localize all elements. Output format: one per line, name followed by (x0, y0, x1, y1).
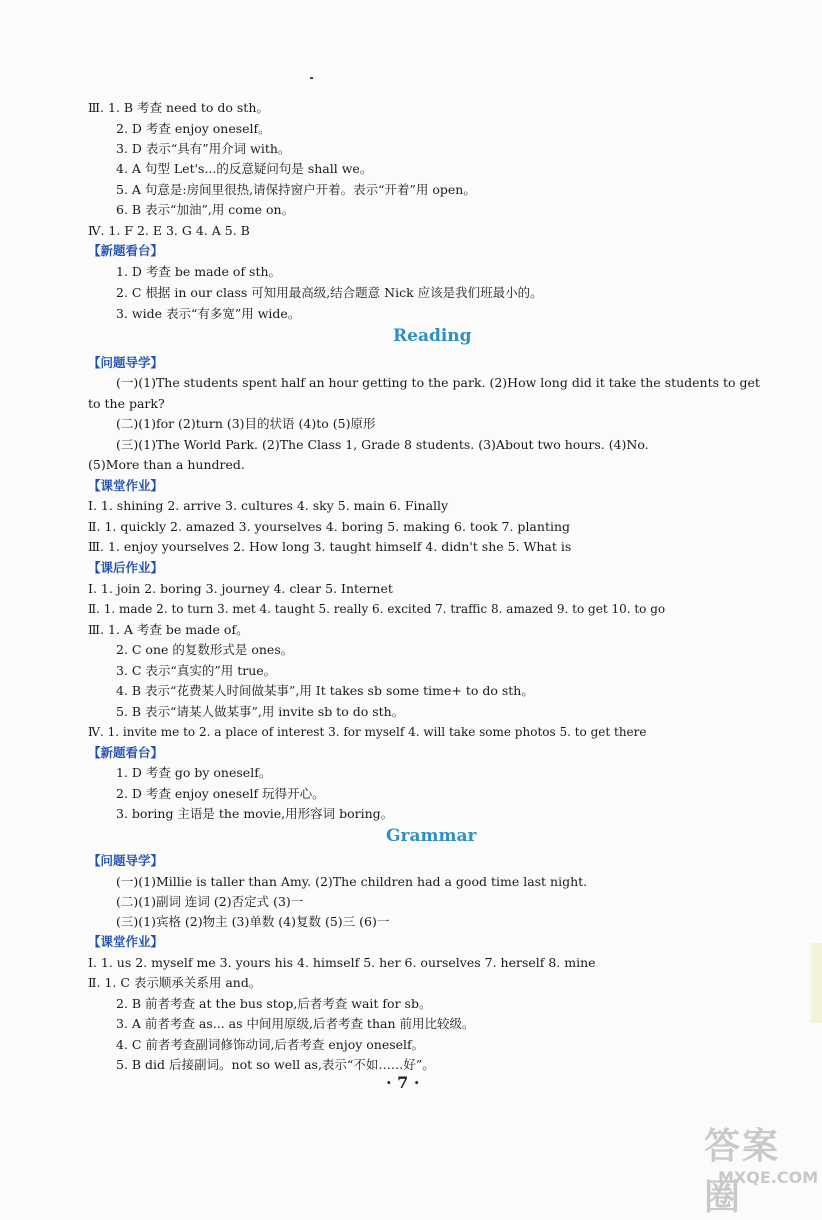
answer-line: 2. C one 的复数形式是 ones。 (116, 642, 294, 657)
page-number: · 7 · (386, 1073, 420, 1092)
answer-line: (5)More than a hundred. (88, 457, 245, 472)
answer-line: 4. A 句型 Let's...的反意疑问句是 shall we。 (116, 161, 373, 176)
watermark-logo (704, 1118, 819, 1218)
answer-line: 1. D 考查 go by oneself。 (116, 765, 272, 780)
answer-line: to the park? (88, 396, 165, 411)
answer-line: 2. B 前者考查 at the bus stop,后者考查 wait for sb。 (116, 996, 432, 1011)
answer-line: 1. D 考查 be made of sth。 (116, 264, 282, 279)
answer-line: (三)(1)宾格 (2)物主 (3)单数 (4)复数 (5)三 (6)一 (116, 914, 390, 929)
answer-line: 5. A 句意是:房间里很热,请保持窗户开着。表示“开着”用 open。 (116, 182, 476, 197)
answer-line: 4. B 表示“花费某人时间做某事”,用 It takes sb some time+ to do sth。 (116, 683, 534, 698)
answer-line: (一)(1)Millie is taller than Amy. (2)The children had a good time last night. (116, 874, 588, 889)
section-heading: 【新题看台】 (88, 745, 164, 760)
answer-line: Ⅳ. 1. invite me to 2. a place of interest 3. for myself 4. will take some photos 5. to get there (88, 725, 647, 739)
answer-line: Ⅰ. 1. join 2. boring 3. journey 4. clear 5. Internet (88, 581, 393, 596)
section-heading: 【新题看台】 (88, 243, 164, 258)
section-heading: 【课后作业】 (88, 560, 164, 575)
watermark-url: MXQE.COM (718, 1168, 819, 1187)
answer-line: Ⅰ. 1. shining 2. arrive 3. cultures 4. sky 5. main 6. Finally (88, 498, 449, 513)
section-heading: 【问题导学】 (88, 355, 164, 370)
answer-line: Ⅱ. 1. made 2. to turn 3. met 4. taught 5. really 6. excited 7. traffic 8. amazed 9. to get 10. to go (88, 602, 666, 616)
answer-line: (二)(1)for (2)turn (3)目的状语 (4)to (5)原形 (116, 416, 376, 431)
answer-line: 3. wide 表示“有多宽”用 wide。 (116, 306, 301, 321)
answer-line: 2. D 考查 enjoy oneself 玩得开心。 (116, 786, 325, 801)
ink-dot (310, 77, 313, 79)
answer-line: Ⅰ. 1. us 2. myself me 3. yours his 4. himself 5. her 6. ourselves 7. herself 8. mine (88, 955, 596, 970)
answer-line: 2. D 考查 enjoy oneself。 (116, 121, 271, 136)
answer-line: Ⅱ. 1. quickly 2. amazed 3. yourselves 4. boring 5. making 6. took 7. planting (88, 519, 571, 534)
section-heading: 【问题导学】 (88, 853, 164, 868)
answer-line: (二)(1)副词 连词 (2)否定式 (3)一 (116, 894, 304, 909)
reading-title: Reading (393, 326, 472, 346)
answer-line: 2. C 根据 in our class 可知用最高级,结合题意 Nick 应该是我们班最小的。 (116, 285, 543, 300)
answer-line: (一)(1)The students spent half an hour getting to the park. (2)How long did it take the students to get (116, 375, 760, 390)
answer-line: 5. B did 后接副词。not so well as,表示“不如……好”。 (116, 1057, 435, 1072)
section-heading: 【课堂作业】 (88, 934, 164, 949)
answer-line: 3. A 前者考查 as... as 中间用原级,后者考查 than 前用比较级。 (116, 1016, 475, 1031)
answer-line: 3. D 表示“具有”用介词 with。 (116, 141, 291, 156)
section-heading: 【课堂作业】 (88, 478, 164, 493)
answer-line: 3. boring 主语是 the movie,用形容词 boring。 (116, 806, 394, 821)
answer-line: 6. B 表示“加油”,用 come on。 (116, 202, 295, 217)
answer-line: (三)(1)The World Park. (2)The Class 1, Grade 8 students. (3)About two hours. (4)No. (116, 437, 649, 452)
answer-line: Ⅲ. 1. A 考查 be made of。 (88, 622, 249, 637)
answer-line: Ⅲ. 1. enjoy yourselves 2. How long 3. taught himself 4. didn't she 5. What is (88, 539, 572, 554)
answer-line: Ⅱ. 1. C 表示顺承关系用 and。 (88, 975, 262, 990)
answer-line: 3. C 表示“真实的”用 true。 (116, 663, 277, 678)
grammar-title: Grammar (386, 826, 477, 846)
answer-line: 4. C 前者考查副词修饰动词,后者考查 enjoy oneself。 (116, 1037, 425, 1052)
answer-line: 5. B 表示“请某人做某事”,用 invite sb to do sth。 (116, 704, 405, 719)
answer-line: Ⅲ. 1. B 考查 need to do sth。 (88, 100, 269, 115)
answer-line: Ⅳ. 1. F 2. E 3. G 4. A 5. B (88, 223, 250, 238)
page-edge-shade (811, 943, 822, 1023)
watermark-text: 答案圈 (704, 1126, 781, 1218)
